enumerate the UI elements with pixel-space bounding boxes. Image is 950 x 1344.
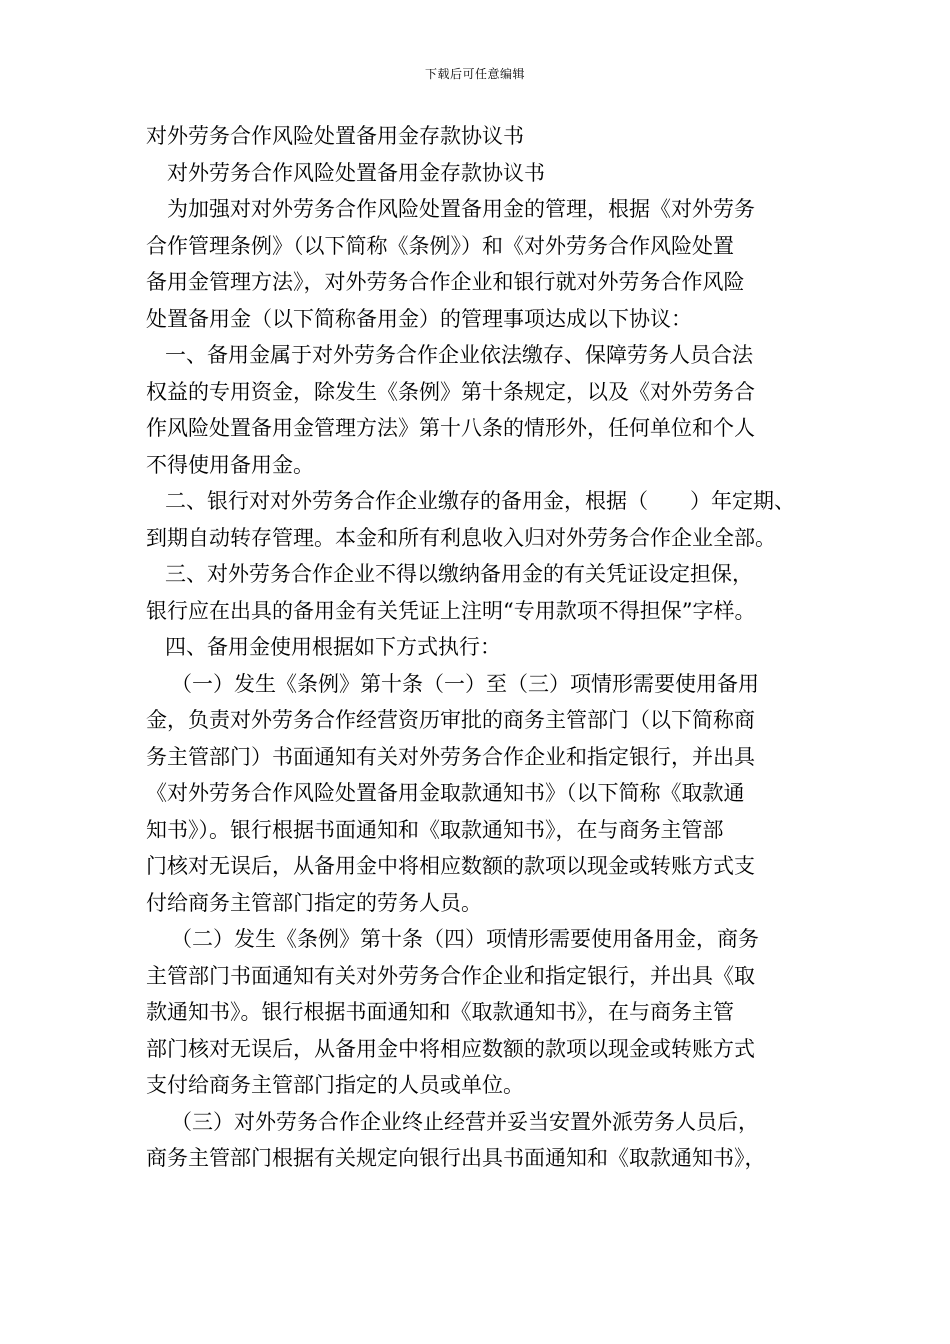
document-subtitle: 对外劳务合作风险处置备用金存款协议书 bbox=[167, 160, 545, 185]
paragraph-line: 处置备用金（以下简称备用金）的管理事项达成以下协议： bbox=[146, 306, 692, 331]
subclause-1-line: 付给商务主管部门指定的劳务人员。 bbox=[146, 890, 482, 915]
subclause-1-line: 门核对无误后，从备用金中将相应数额的款项以现金或转账方式支 bbox=[146, 854, 755, 878]
clause-4-line: 四、备用金使用根据如下方式执行： bbox=[165, 635, 501, 659]
document-body bbox=[146, 118, 814, 1177]
clause-2-line: 到期自动转存管理。本金和所有利息收入归对外劳务合作企业全部。 bbox=[146, 525, 776, 550]
subclause-1-line: 《对外劳务合作风险处置备用金取款通知书》（以下简称《取款通 bbox=[146, 781, 745, 805]
subclause-2-line: （二）发生《条例》第十条（四）项情形需要使用备用金，商务 bbox=[171, 927, 759, 951]
subclause-1-line: 务主管部门）书面通知有关对外劳务合作企业和指定银行，并出具 bbox=[146, 744, 755, 769]
paragraph-line: 备用金管理方法》，对外劳务合作企业和银行就对外劳务合作风险 bbox=[146, 270, 745, 294]
subclause-2-line: 支付给商务主管部门指定的人员或单位。 bbox=[146, 1073, 524, 1097]
download-note: 下载后可任意编辑 bbox=[424, 67, 525, 81]
clause-1-line: 一、备用金属于对外劳务合作企业依法缴存、保障劳务人员合法 bbox=[165, 343, 753, 367]
subclause-2-line: 主管部门书面通知有关对外劳务合作企业和指定银行，并出具《取 bbox=[146, 963, 755, 988]
subclause-1-line: 金，负责对外劳务合作经营资历审批的商务主管部门（以下简称商 bbox=[146, 708, 755, 732]
paragraph-line: 为加强对对外劳务合作风险处置备用金的管理，根据《对外劳务 bbox=[167, 197, 755, 221]
paragraph-line: 合作管理条例》（以下简称《条例》）和《对外劳务合作风险处置 bbox=[146, 233, 734, 258]
clause-1-line: 不得使用备用金。 bbox=[146, 452, 314, 477]
subclause-2-line: 部门核对无误后，从备用金中将相应数额的款项以现金或转账方式 bbox=[146, 1036, 755, 1061]
document-title: 对外劳务合作风险处置备用金存款协议书 bbox=[146, 124, 524, 148]
clause-3-line: 银行应在出具的备用金有关凭证上注明“专用款项不得担保”字样。 bbox=[146, 598, 756, 623]
subclause-3-line: （三）对外劳务合作企业终止经营并妥当安置外派劳务人员后， bbox=[171, 1109, 759, 1134]
clause-1-line: 权益的专用资金，除发生《条例》第十条规定，以及《对外劳务合 bbox=[146, 379, 755, 404]
clause-3-line: 三、对外劳务合作企业不得以缴纳备用金的有关凭证设定担保， bbox=[165, 562, 753, 586]
subclause-3-line: 商务主管部门根据有关规定向银行出具书面通知和《取款通知书》， bbox=[146, 1146, 766, 1170]
subclause-2-line: 款通知书》。银行根据书面通知和《取款通知书》，在与商务主管 bbox=[146, 1000, 734, 1024]
subclause-1-line: 知书》）。银行根据书面通知和《取款通知书》，在与商务主管部 bbox=[146, 817, 724, 842]
clause-2-line: 二、银行对对外劳务合作企业缴存的备用金，根据（ ）年定期、 bbox=[165, 489, 795, 513]
subclause-1-line: （一）发生《条例》第十条（一）至（三）项情形需要使用备用 bbox=[171, 671, 759, 696]
clause-1-line: 作风险处置备用金管理方法》第十八条的情形外，任何单位和个人 bbox=[146, 416, 755, 440]
